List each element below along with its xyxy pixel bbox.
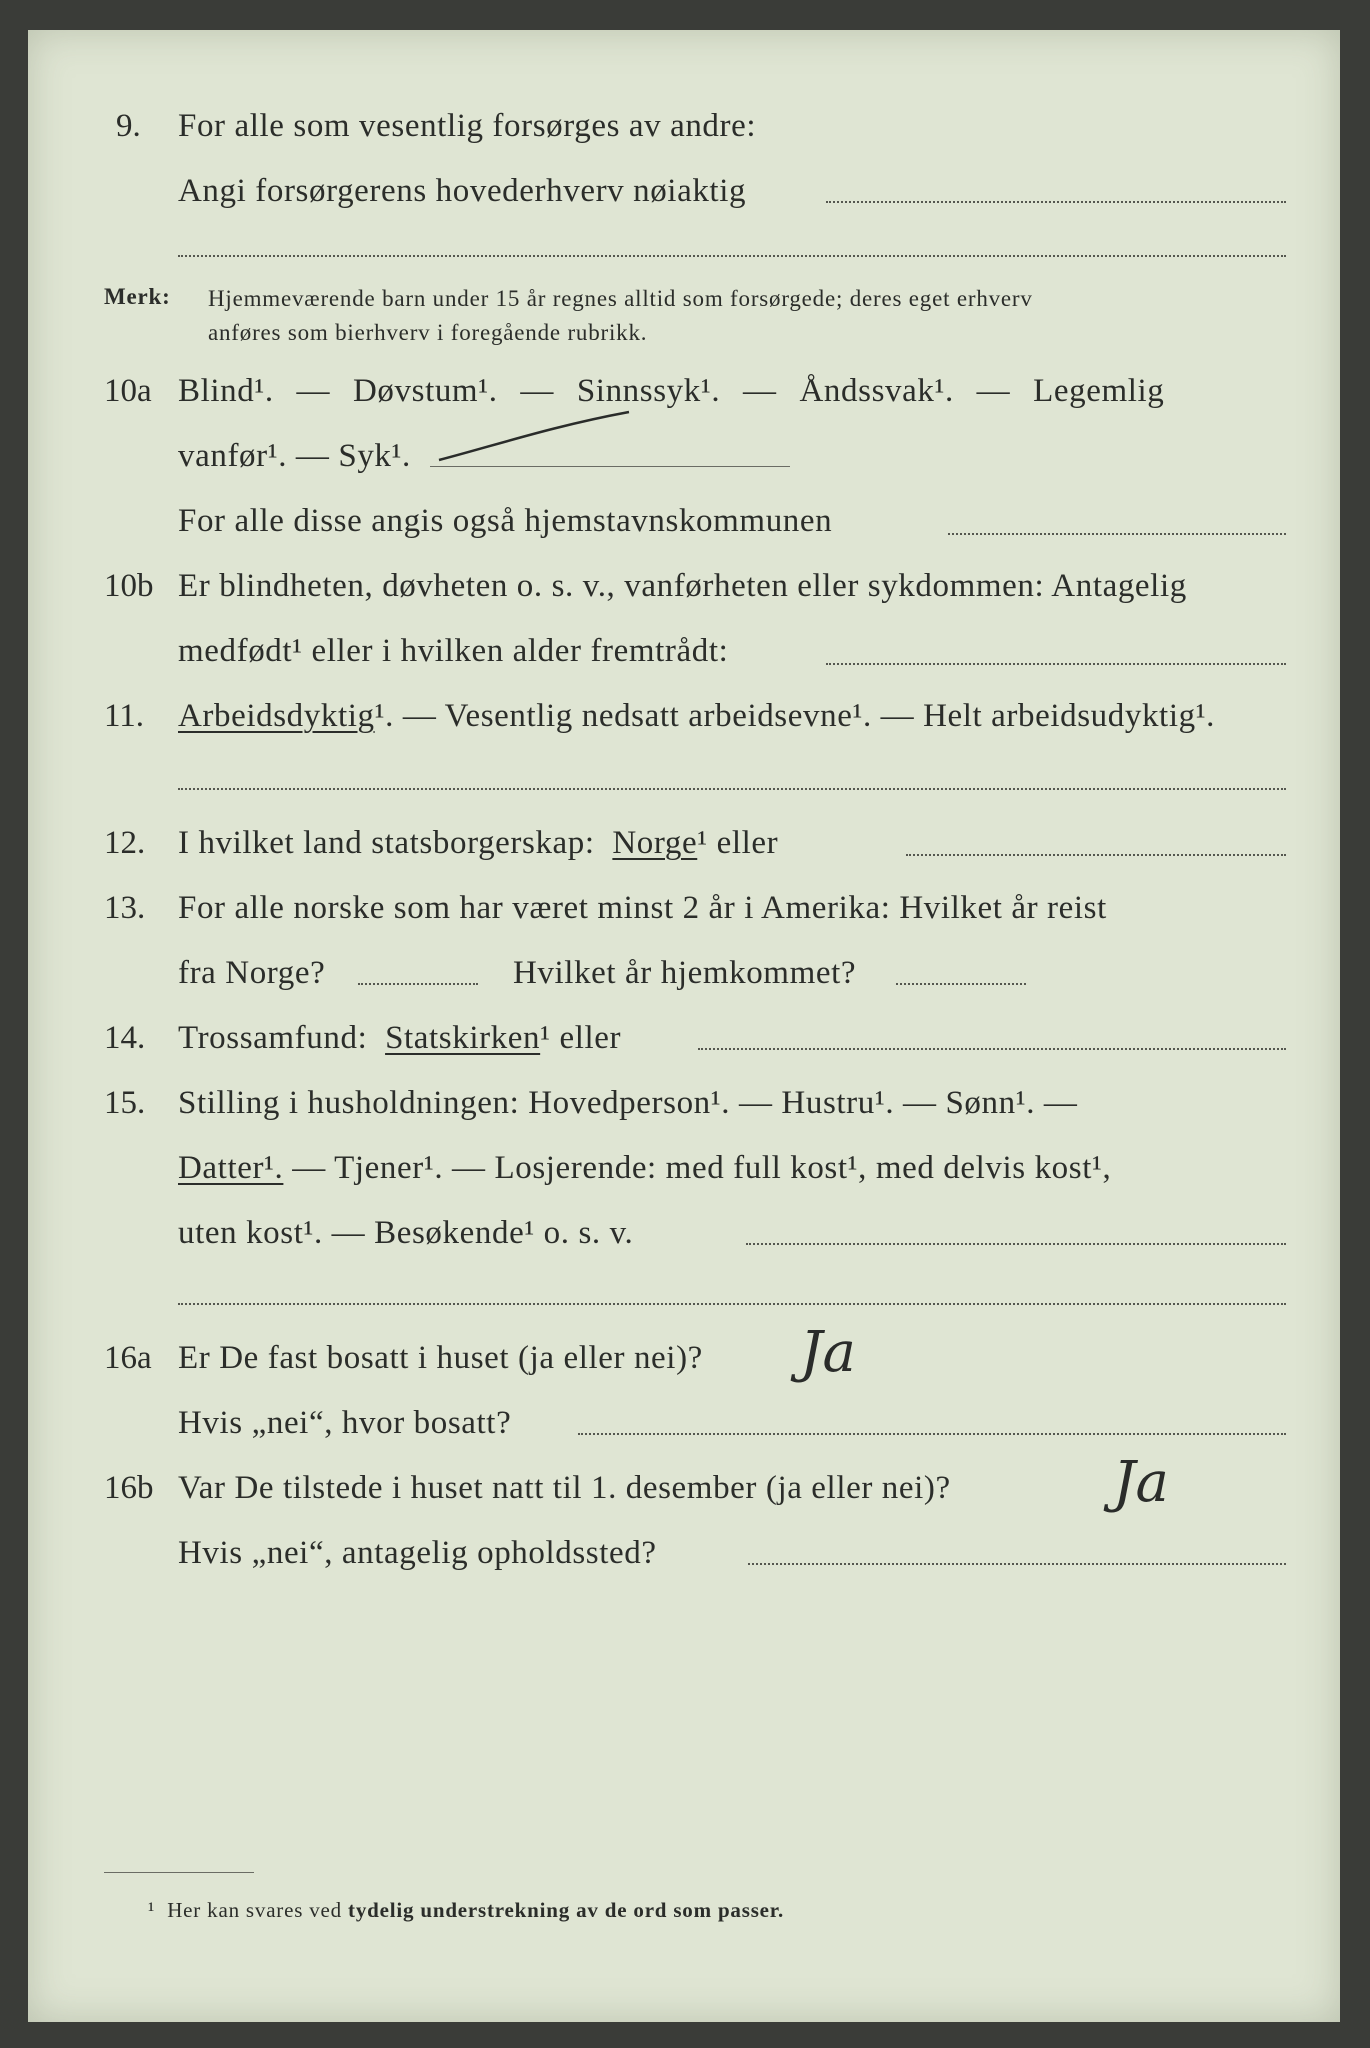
census-form-page — [28, 30, 1340, 2022]
q16b-line2: Hvis „nei“, antagelig opholdssted? — [178, 1535, 657, 1571]
q13-line2a: fra Norge? — [178, 955, 326, 991]
q14-answer-line[interactable] — [698, 1048, 1286, 1050]
q14-line — [178, 1020, 621, 1057]
q12-answer-line[interactable] — [906, 854, 1286, 856]
q15-option-datter[interactable]: Datter¹. — [178, 1150, 284, 1186]
q10a-number: 10a — [104, 373, 152, 409]
q12-suffix: ¹ eller — [697, 825, 779, 861]
q13-departed-year-line[interactable] — [358, 983, 478, 985]
q15-line2-rest: — Tjener¹. — Losjerende: med full kost¹, med delvis kost¹, — [283, 1150, 1112, 1186]
q11-options — [178, 698, 1215, 735]
q16b-location-line[interactable] — [748, 1563, 1286, 1565]
q10a-answer-line[interactable] — [430, 466, 790, 467]
q15-answer-line[interactable] — [746, 1243, 1286, 1245]
note-label: Merk: — [104, 284, 171, 309]
q13-line2b: Hvilket år hjemkommet? — [513, 955, 857, 991]
q9-answer-line[interactable] — [826, 201, 1286, 203]
q16b-line1: Var De tilstede i huset natt til 1. desember (ja eller nei)? — [178, 1470, 951, 1506]
q14-number: 14. — [104, 1020, 146, 1056]
q9-line1: For alle som vesentlig forsørges av andre: — [178, 108, 757, 144]
q10b-answer-line[interactable] — [826, 663, 1286, 665]
q10a-line2: vanfør¹. — Syk¹. — [178, 438, 411, 474]
q10a-line3: For alle disse angis også hjemstavnskommunen — [178, 503, 833, 539]
q15-line1: Stilling i husholdningen: Hovedperson¹. — Hustru¹. — Sønn¹. — — [178, 1085, 1078, 1121]
q12-line — [178, 825, 778, 862]
q11-answer-line[interactable] — [178, 788, 1286, 790]
q9-line2: Angi forsørgerens hovederhverv nøiaktig — [178, 173, 747, 209]
q16a-line2: Hvis „nei“, hvor bosatt? — [178, 1405, 512, 1441]
note-line2: anføres som bierhverv i foregående rubrikk. — [208, 320, 648, 345]
q10a-hometown-line[interactable] — [948, 533, 1286, 535]
q13-line1: For alle norske som har været minst 2 år i Amerika: Hvilket år reist — [178, 890, 1107, 926]
footnote-mark: ¹ — [148, 1898, 156, 1922]
q16a-line1: Er De fast bosatt i huset (ja eller nei)? — [178, 1340, 703, 1376]
q13-number: 13. — [104, 890, 146, 926]
q15-answer-line-2[interactable] — [178, 1303, 1286, 1305]
q16a-residence-line[interactable] — [578, 1433, 1286, 1435]
q10b-line1: Er blindheten, døvheten o. s. v., vanførheten eller sykdommen: Antagelig — [178, 568, 1187, 604]
q11-number: 11. — [104, 698, 145, 734]
q12-option-norge[interactable]: Norge — [612, 825, 698, 861]
footnote-prefix: Her kan svares ved — [167, 1898, 342, 1922]
q9-number: 9. — [116, 108, 141, 144]
footnote — [148, 1898, 784, 1923]
q14-prefix: Trossamfund: — [178, 1020, 368, 1056]
q14-option-statskirken[interactable]: Statskirken — [385, 1020, 541, 1056]
footnote-separator — [104, 1872, 254, 1873]
q16a-handwritten-answer[interactable]: Ja — [800, 1320, 856, 1385]
q11-options-rest: ¹. — Vesentlig nedsatt arbeidsevne¹. — Helt arbeidsudyktig¹. — [374, 698, 1216, 734]
q16b-handwritten-answer[interactable]: Ja — [1113, 1450, 1169, 1515]
note-line1: Hjemmeværende barn under 15 år regnes alltid som forsørgede; deres eget erhverv — [208, 286, 1033, 311]
q9-answer-line-2[interactable] — [178, 255, 1286, 257]
q15-number: 15. — [104, 1085, 146, 1121]
q10a-line1: Blind¹. — Døvstum¹. — Sinnssyk¹. — Åndssvak¹. — Legemlig — [178, 373, 1165, 409]
q13-returned-year-line[interactable] — [896, 983, 1026, 985]
q10a-checkmark-stroke — [433, 408, 633, 468]
q15-line3: uten kost¹. — Besøkende¹ o. s. v. — [178, 1215, 634, 1251]
q12-prefix: I hvilket land statsborgerskap: — [178, 825, 595, 861]
q10b-number: 10b — [104, 568, 154, 604]
q16b-number: 16b — [104, 1470, 154, 1506]
q16a-number: 16a — [104, 1340, 152, 1376]
footnote-bold: tydelig understrekning av de ord som passer. — [348, 1898, 785, 1922]
q14-suffix: ¹ eller — [540, 1020, 622, 1056]
q15-line2 — [178, 1150, 1111, 1187]
q10b-line2: medfødt¹ eller i hvilken alder fremtrådt: — [178, 633, 729, 669]
q11-option-arbeidsdyktig[interactable]: Arbeidsdyktig — [178, 698, 375, 734]
q12-number: 12. — [104, 825, 146, 861]
